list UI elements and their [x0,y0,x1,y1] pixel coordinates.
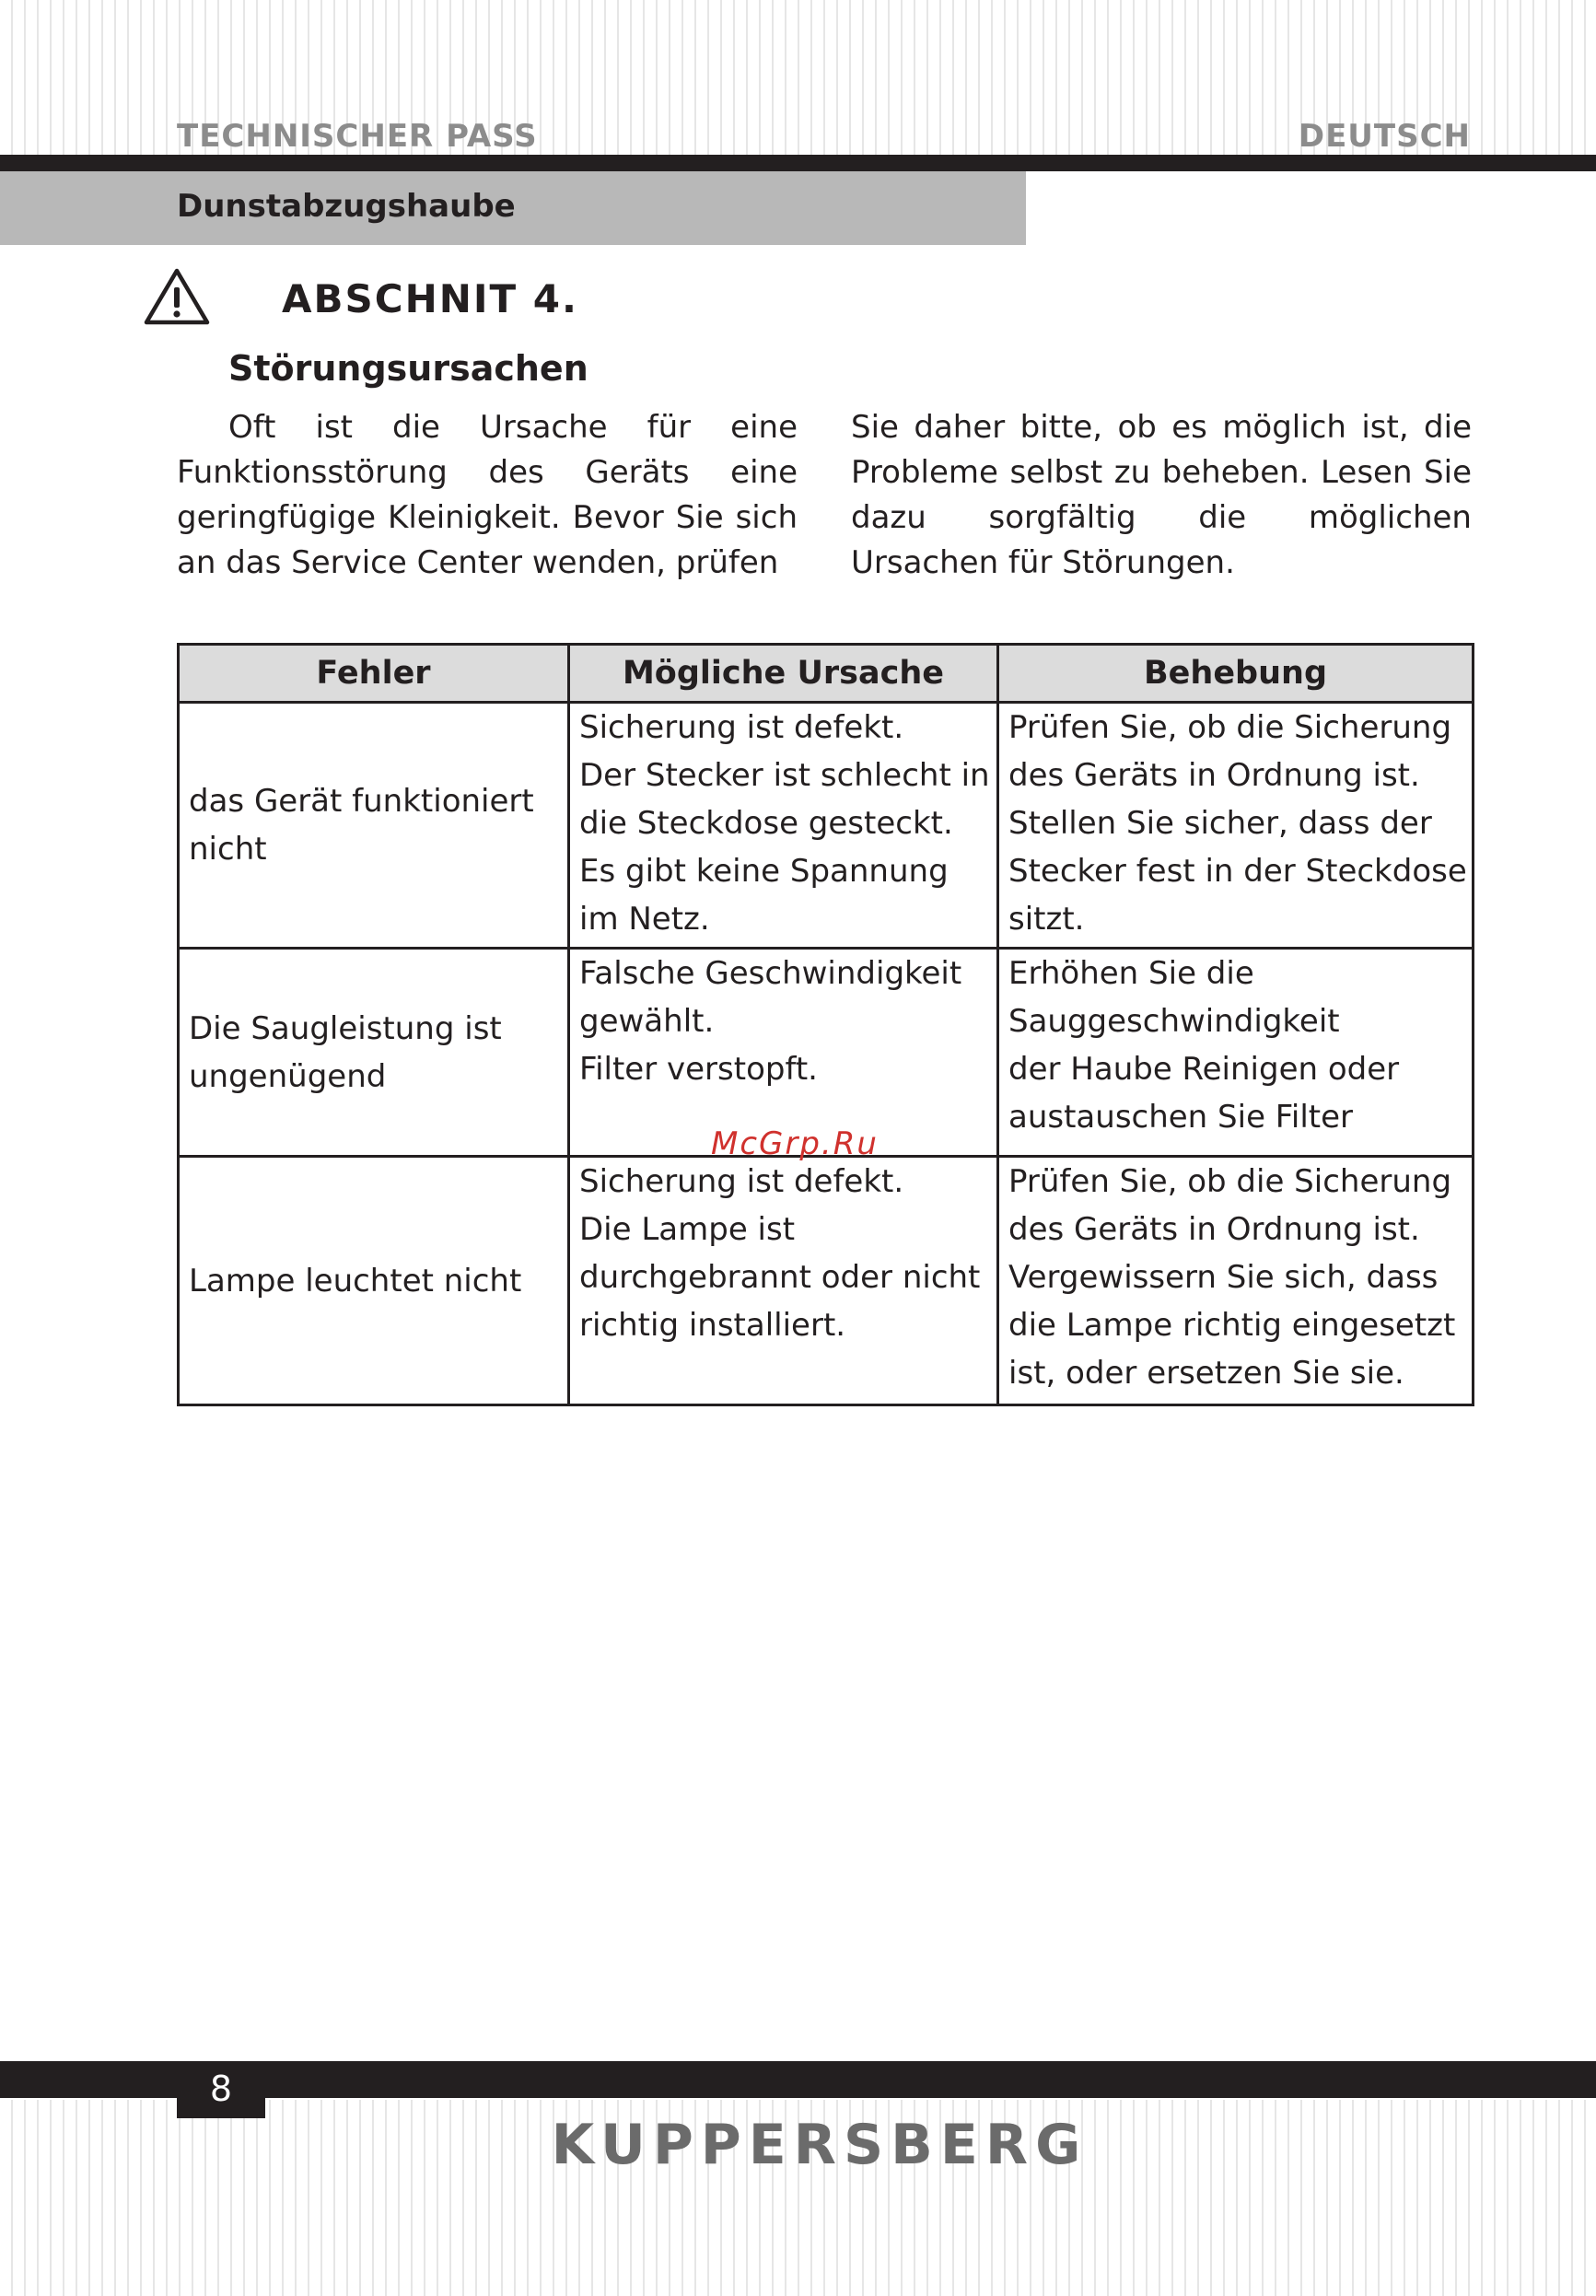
table-header-row [179,645,1474,703]
cause-cell [569,703,998,949]
top-edge-margin [1586,0,1596,157]
cell-line: Sicherung ist defekt. [579,1163,904,1200]
cell-line: Erhöhen Sie die [1008,955,1254,992]
cell-line: sitzt. [1008,901,1085,938]
watermark: McGrp.Ru [711,1125,879,1162]
warning-triangle-icon [144,267,210,326]
column-header-cause: Mögliche Ursache [569,645,998,703]
cell-line: die Lampe richtig eingesetzt [1008,1307,1456,1344]
section-subtitle: Störungsursachen [228,348,588,389]
cell-line: Der Stecker ist schlecht in [579,757,990,794]
column-header-fault: Fehler [179,645,569,703]
cell-line: gewählt. [579,1003,715,1040]
header-document-type: TECHNISCHER PASS [177,118,538,155]
cell-line: Lampe leuchtet nicht [189,1262,522,1300]
cell-line: Stellen Sie sicher, dass der [1008,805,1432,842]
cell-line: Die Lampe ist [579,1211,796,1248]
cell-line: durchgebrannt oder nicht [579,1259,981,1296]
cell-line: ungenügend [189,1057,387,1095]
cell-line: Prüfen Sie, ob die Sicherung [1008,1163,1452,1200]
troubleshooting-table [177,643,1474,1406]
table-row [179,703,1474,949]
cell-line: Falsche Geschwindigkeit [579,955,962,992]
cell-line: des Geräts in Ordnung ist. [1008,757,1420,794]
cell-line: nicht [189,831,267,868]
header-divider-bar [0,155,1596,171]
page-number: 8 [209,2069,233,2109]
cell-line: Prüfen Sie, ob die Sicherung [1008,709,1452,746]
cell-line: Sicherung ist defekt. [579,709,904,746]
fault-cell [179,949,569,1157]
fix-cell [998,949,1474,1157]
cell-line: Filter verstopft. [579,1051,818,1088]
fix-cell [998,703,1474,949]
table-row [179,1157,1474,1405]
intro-left-text: Oft ist die Ursache für eine Funktionsstörung des Geräts eine geringfügige Kleinigkeit. Bevor Sie sich an das Service Center wenden, prüfen [177,409,798,581]
cell-line: Die Saugleistung ist [189,1009,502,1047]
cell-line: Stecker fest in der Steckdose [1008,853,1467,890]
fix-cell [998,1157,1474,1405]
cell-line: die Steckdose gesteckt. [579,805,953,842]
intro-text-left [177,405,798,586]
cell-line: der Haube Reinigen oder [1008,1051,1400,1088]
cell-line: richtig installiert. [579,1307,846,1344]
fault-cell [179,703,569,949]
cell-line: ist, oder ersetzen Sie sie. [1008,1355,1404,1392]
column-header-fix: Behebung [998,645,1474,703]
intro-text-right: Sie daher bitte, ob es möglich ist, die Probleme selbst zu beheben. Lesen Sie dazu sorgfältig die möglichen Ursachen für Störungen. [851,409,1472,581]
brand-logo: KUPPERSBERG [551,2113,1089,2177]
header-language: DEUTSCH [1298,118,1471,155]
cell-line: Sauggeschwindigkeit [1008,1003,1340,1040]
fault-cell [179,1157,569,1405]
cell-line: das Gerät funktioniert [189,783,534,820]
cell-line: Es gibt keine Spannung [579,853,949,890]
cell-line: Vergewissern Sie sich, dass [1008,1259,1439,1296]
product-subtitle: Dunstabzugshaube [177,188,516,225]
cause-cell [569,1157,998,1405]
cell-line: austauschen Sie Filter [1008,1099,1353,1136]
cell-line: des Geräts in Ordnung ist. [1008,1211,1420,1248]
cell-line: im Netz. [579,901,710,938]
section-title: ABSCHNIT 4. [282,276,578,321]
